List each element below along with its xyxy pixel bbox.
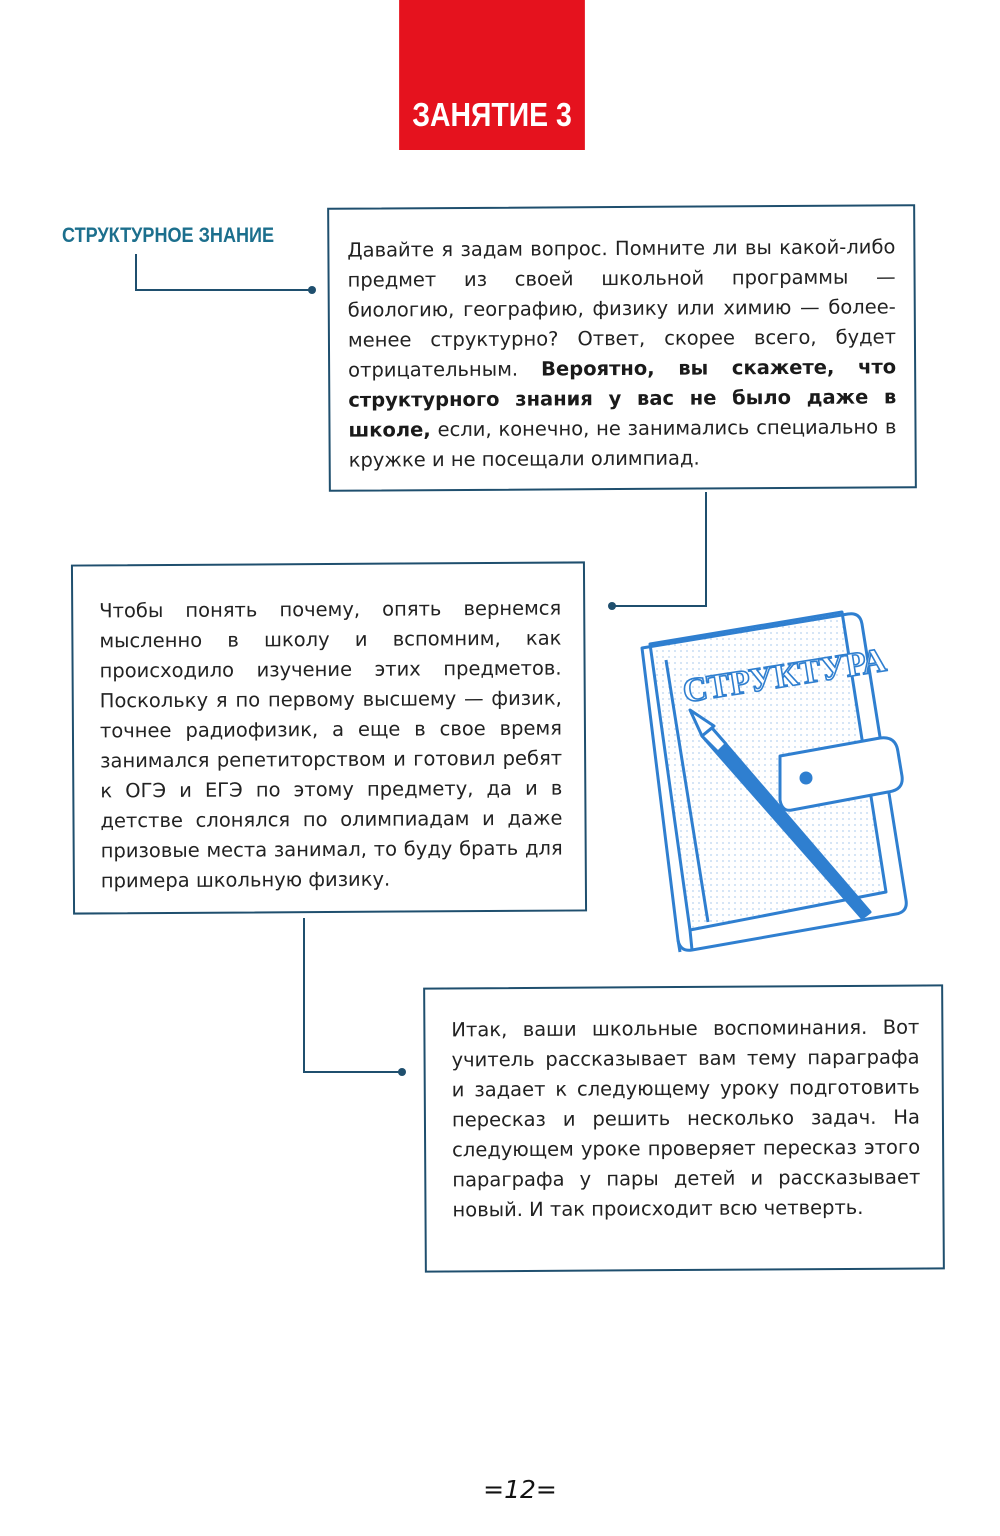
text-box-intro [327,204,917,492]
page-number-value: 12 [504,1475,536,1504]
page-number [460,1475,580,1504]
connector-dot [398,1068,406,1076]
connector-box1-to-box2 [612,492,706,606]
notebook-cover-title: СТРУКТУРА [680,641,889,711]
outro-text: если, конечно, не занимались специально в кружке и не посещали олимпиад. [348,415,897,472]
page-number-decor-left: = [483,1475,505,1504]
connector-label-to-box1 [136,254,312,290]
emphasis-text: Вероятно, вы скажете, что структурного знания у вас не было даже в школе, [348,355,897,442]
school-physics-text: Чтобы понять почему, опять вернемся мысленно в школу и вспомним, как происходило изучение этих предметов. Поскольку я по первому высшему — физик, точнее радиофизик, а еще в свое время занимался репетиторством и готовил ребят к ОГЭ и ЕГЭ по этому предмету, да и в детстве слонялся по олимпиадам и даже призовые места занимал, то буду брать для примера школьную физику. [99,596,563,893]
connector-dot [308,286,316,294]
connector-box2-to-box3 [304,918,402,1072]
intro-text: Давайте я задам вопрос. Помните ли вы какой-либо предмет из своей школьной программы — биологию, географию, физику или химию — более-менее структурно? Ответ, скорее всего, будет отрицательным. [347,235,897,382]
text-box-school-memories [423,984,945,1272]
connector-dot [608,602,616,610]
text-box-school-physics [71,561,587,914]
section-label: СТРУКТУРНОЕ ЗНАНИЕ [62,224,275,247]
notebook-strap-button [801,773,811,783]
school-memories-text: Итак, ваши школьные воспоминания. Вот учитель рассказывает вам тему параграфа и задает к следующему уроку подготовить пересказ и решить несколько задач. На следующем уроке проверяет пересказ этого параграфа у пары детей и рассказывает новый. И так происходит всю четверть. [451,1015,921,1222]
notebook-with-pen-icon [630,600,910,960]
lesson-title: ЗАНЯТИЕ 3 [412,96,572,133]
page-number-decor-right: = [535,1475,557,1504]
